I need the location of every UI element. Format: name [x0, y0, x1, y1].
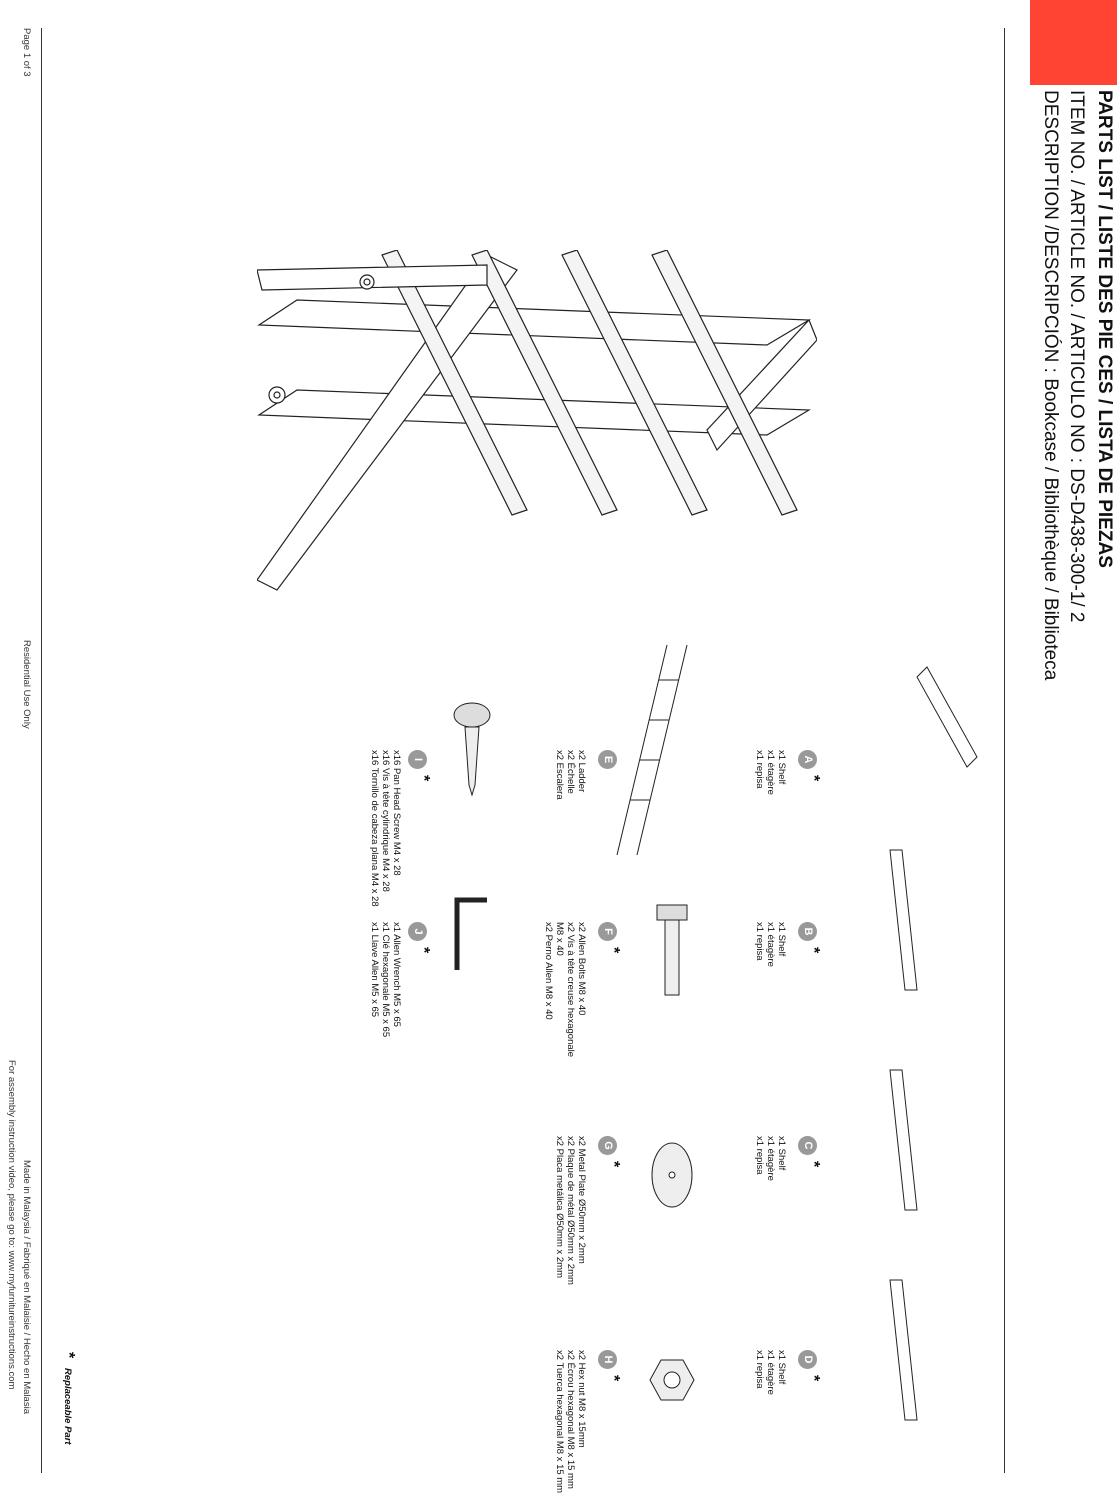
part-letter-d: D: [798, 1350, 817, 1369]
part-i-desc: x16 Pan Head Screw M4 x 28 x16 Vis à tête cylindrique M4 x 28 x16 Tornillo de cabeza plana M4 x 28: [369, 750, 402, 907]
part-letter-f: F: [598, 922, 617, 941]
allen-bolt-illustration: [647, 900, 697, 1000]
legend-star: *: [60, 1352, 77, 1359]
part-letter-h: H: [598, 1350, 617, 1369]
assembly-video-link[interactable]: For assembly instruction video, please go to: www.myfurnitureinstructions.com: [6, 1060, 17, 1390]
product-description: DESCRIPTION /DESCRIPCIÓN : Bookcase / Bibliothèque / Biblioteca: [1040, 90, 1061, 681]
footer-divider: [41, 28, 42, 1473]
part-letter-b: B: [798, 922, 817, 941]
item-number: ITEM NO. / ARTICLE NO. / ARTICULO NO : DS-D438-300-1/ 2: [1066, 90, 1087, 623]
part-letter-e: E: [598, 750, 617, 769]
shelf-d-illustration: [827, 1270, 927, 1430]
replaceable-marker-g: *: [605, 1161, 622, 1168]
part-g-desc: x2 Metal Plate Ø50mm x 2mm x2 Plaque de métal Ø50mm x 2mm x2 Placa metálica Ø50mm x 2mm: [554, 1136, 587, 1285]
part-d-desc: x1 Shelf x1 étagère x1 repisa: [754, 1350, 787, 1395]
part-letter-c: C: [798, 1136, 817, 1155]
shelf-c-illustration: [827, 1060, 927, 1220]
metal-plate-illustration: [647, 1140, 697, 1210]
residential-use-note: Residential Use Only: [21, 640, 32, 729]
header-divider: [1004, 28, 1005, 1473]
part-letter-j: J: [408, 922, 427, 941]
part-j-desc: x1 Allen Wrench M5 x 65 x1 Clé hexagonale M5 x 65 x1 Llave Allen M5 x 65: [369, 922, 402, 1038]
made-in-note: Made in Malaysia / Fabriqué en Malaisie / Hecho en Malasia: [21, 1160, 32, 1414]
part-c-desc: x1 Shelf x1 étagère x1 repisa: [754, 1136, 787, 1181]
replaceable-marker-b: *: [805, 947, 822, 954]
part-b-desc: x1 Shelf x1 étagère x1 repisa: [754, 922, 787, 967]
hex-nut-illustration: [647, 1355, 697, 1405]
replaceable-marker-f: *: [605, 947, 622, 954]
part-letter-g: G: [598, 1136, 617, 1155]
page-title: PARTS LIST / LISTE DES PIE CES / LISTA DE PIEZAS: [1094, 90, 1115, 568]
part-letter-i: I: [408, 750, 427, 769]
replaceable-marker-h: *: [605, 1375, 622, 1382]
part-f-desc: x2 Allen Bolts M8 x 40 x2 Vis à tête creuse hexagonale M8 x 40 x2 Perno Allen M8 x 40: [543, 922, 587, 1058]
replaceable-marker-i: *: [415, 775, 432, 782]
replaceable-marker-j: *: [415, 947, 432, 954]
replaceable-marker-d: *: [805, 1375, 822, 1382]
pan-head-screw-illustration: [447, 700, 497, 800]
brand-logo-block: [1030, 0, 1117, 85]
replaceable-marker-c: *: [805, 1161, 822, 1168]
assembled-bookcase-illustration: [257, 250, 817, 610]
part-h-desc: x2 Hex nut M8 x 15mm x2 Écrou hexagonal M8 x 15 mm x2 Tuerca hexagonal M8 x 15 mm: [554, 1350, 587, 1494]
shelf-b-illustration: [827, 840, 927, 1000]
part-letter-a: A: [798, 750, 817, 769]
shelf-a-illustration: [877, 662, 987, 772]
page-number: Page 1 of 3: [21, 28, 32, 77]
part-e-desc: x2 Ladder x2 Échelle x2 Escalera: [554, 750, 587, 800]
replaceable-marker-a: *: [805, 775, 822, 782]
allen-wrench-illustration: [447, 895, 497, 975]
legend-label: Replaceable Part: [62, 1368, 73, 1445]
ladder-illustration: [597, 640, 697, 860]
part-a-desc: x1 Shelf x1 étagère x1 repisa: [754, 750, 787, 795]
